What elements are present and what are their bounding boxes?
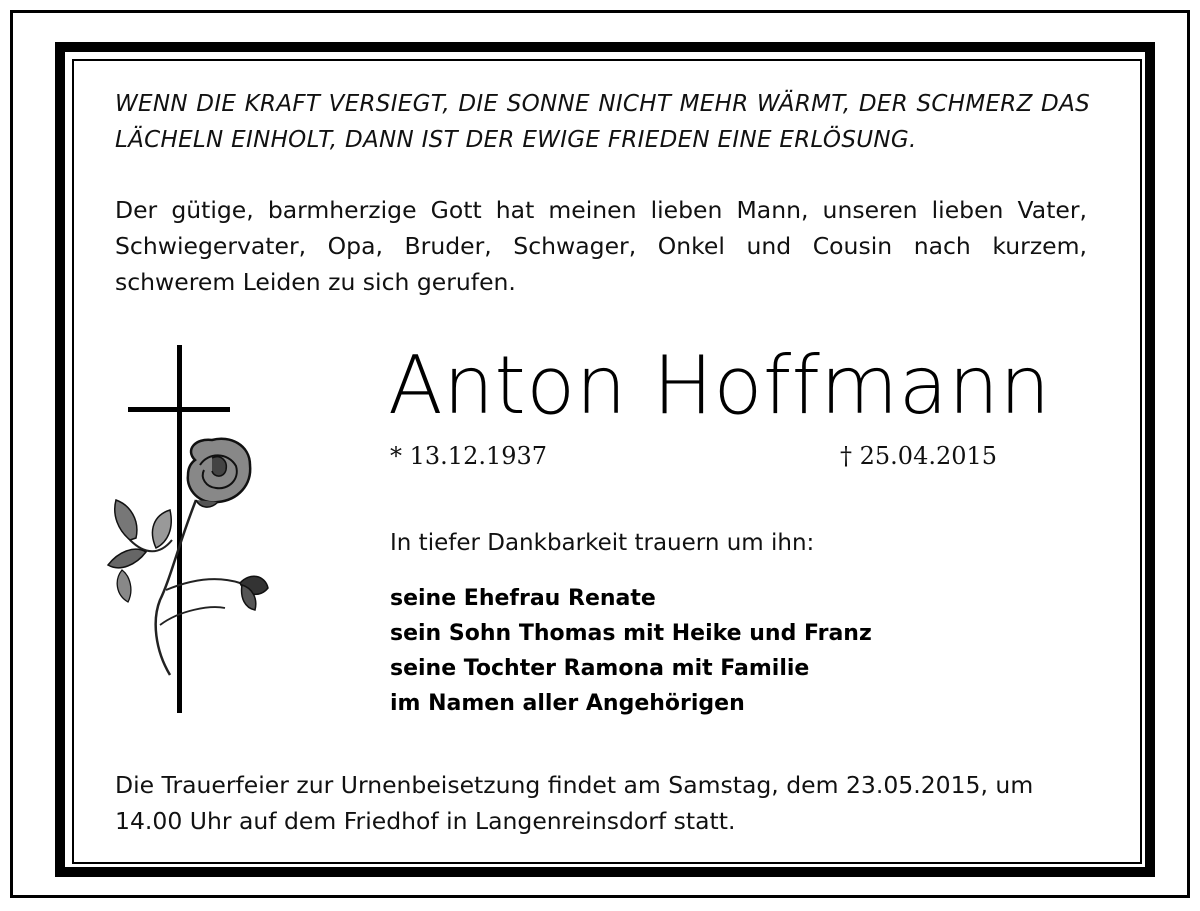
mourner-item: seine Ehefrau Renate bbox=[390, 586, 656, 611]
mourner-item: im Namen aller Angehörigen bbox=[390, 691, 745, 716]
deceased-name: Anton Hoffmann bbox=[388, 339, 1051, 432]
cross-with-rose-icon bbox=[100, 340, 280, 720]
mourner-item: seine Tochter Ramona mit Familie bbox=[390, 656, 810, 681]
thanks-line: In tiefer Dankbarkeit trauern um ihn: bbox=[390, 530, 815, 556]
birth-date: * 13.12.1937 bbox=[390, 442, 548, 470]
funeral-info: Die Trauerfeier zur Urnenbeisetzung findet am Samstag, dem 23.05.2015, um 14.00 Uhr auf dem Friedhof in Langenreinsdorf statt. bbox=[115, 771, 1034, 835]
motto-text: WENN DIE KRAFT VERSIEGT, DIE SONNE NICHT MEHR WÄRMT, DER SCHMERZ DAS LÄCHELN EINHOLT, DANN IST DER EWIGE FRIEDEN EINE ERLÖSUNG. bbox=[115, 91, 1090, 153]
mourners-list bbox=[390, 581, 872, 721]
mourner-item: sein Sohn Thomas mit Heike und Franz bbox=[390, 621, 872, 646]
intro-text: Der gütige, barmherzige Gott hat meinen lieben Mann, unseren lieben Vater, Schwiegervater, Opa, Bruder, Schwager, Onkel und Cousin nach kurzem, schwerem Leiden zu sich gerufen. bbox=[115, 196, 1087, 296]
death-date: † 25.04.2015 bbox=[840, 442, 998, 470]
